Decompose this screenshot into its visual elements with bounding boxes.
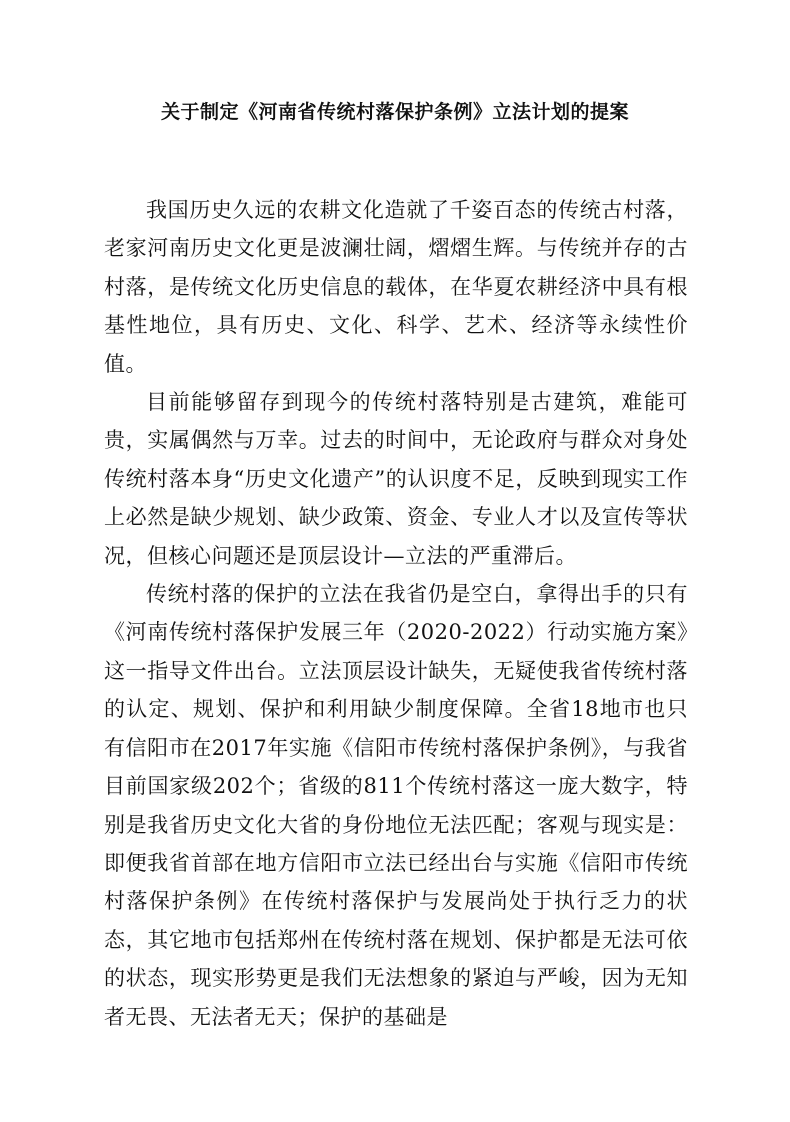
body-paragraph-3: 传统村落的保护的立法在我省仍是空白，拿得出手的只有《河南传统村落保护发展三年（2020-2022）行动实施方案》这一指导文件出台。立法顶层设计缺失，无疑使我省传统村落的认定、规划、保护和利用缺少制度保障。全省18地市也只有信阳市在2017年实施《信阳市传统村落保护条例》，与我省目前国家级202个；省级的811个传统村落这一庞大数字，特别是我省历史文化大省的身份地位无法匹配；客观与现实是：即便我省首部在地方信阳市立法已经出台与实施《信阳市传统村落保护条例》在传统村落保护与发展尚处于执行乏力的状态，其它地市包括郑州在传统村落在规划、保护都是无法可依的状态，现实形势更是我们无法想象的紧迫与严峻，因为无知者无畏、无法者无天；保护的基础是 (104, 582, 688, 1029)
document-body (104, 191, 688, 1036)
body-paragraph-2: 目前能够留存到现今的传统村落特别是古建筑，难能可贵，实属偶然与万幸。过去的时间中，无论政府与群众对身处传统村落本身“历史文化遗产”的认识度不足，反映到现实工作上必然是缺少规划、缺少政策、资金、专业人才以及宣传等状况，但核心问题还是顶层设计—立法的严重滞后。 (104, 390, 688, 568)
body-paragraph-1: 我国历史久远的农耕文化造就了千姿百态的传统古村落，老家河南历史文化更是波澜壮阔，熠熠生辉。与传统并存的古村落，是传统文化历史信息的载体，在华夏农耕经济中具有根基性地位，具有历史、文化、科学、艺术、经济等永续性价值。 (104, 198, 688, 376)
document-title: 关于制定《河南省传统村落保护条例》立法计划的提案 (160, 101, 629, 123)
